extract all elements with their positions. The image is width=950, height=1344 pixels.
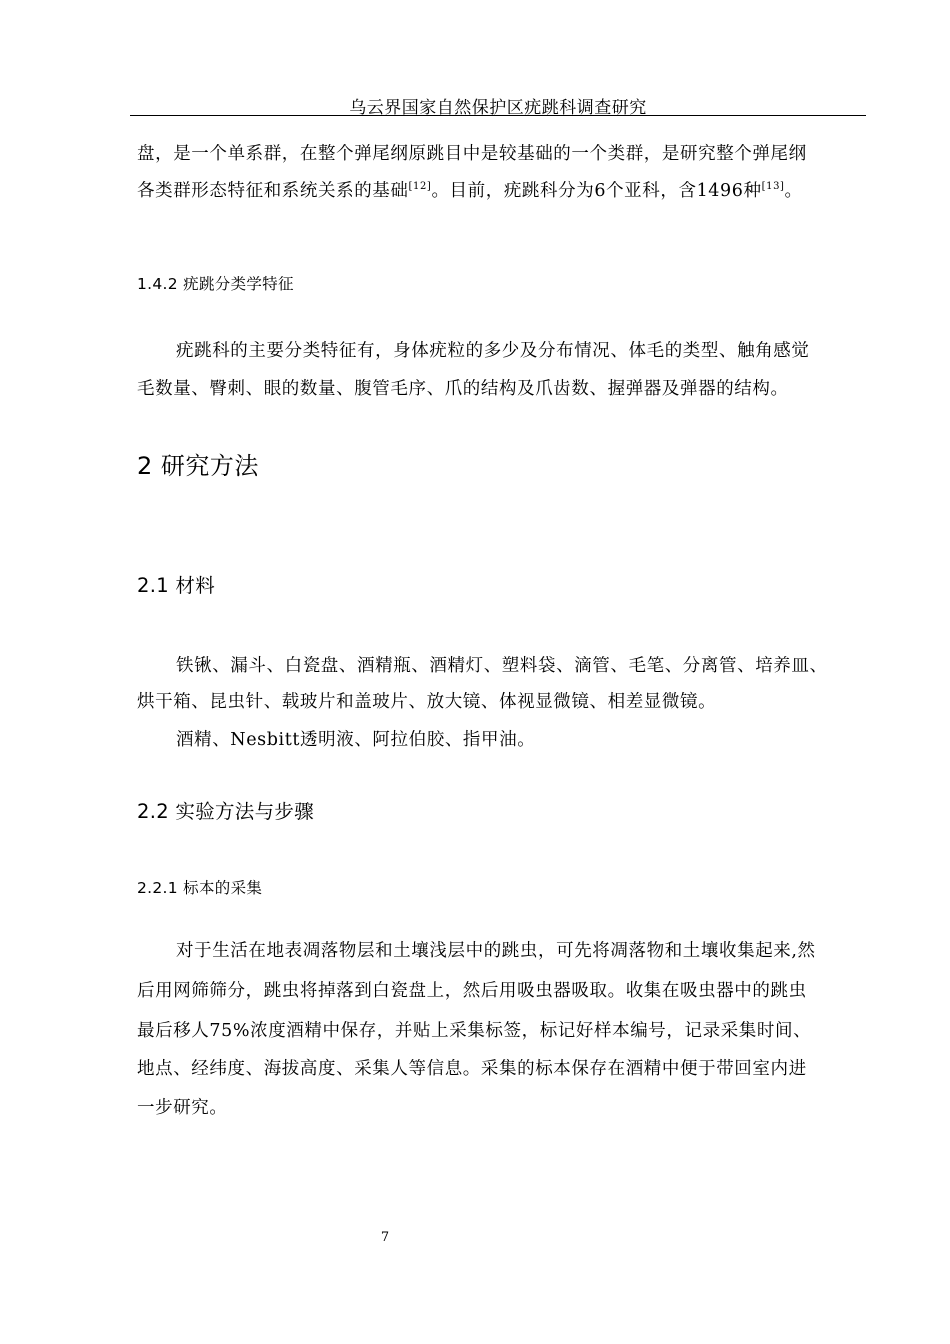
heading-2: 2 研究方法 (137, 452, 259, 480)
para-2-1-line-2: 烘干箱、昆虫针、载玻片和盖玻片、放大镜、体视显微镜、相差显微镜。 (137, 692, 717, 712)
running-header-title: 乌云界国家自然保护区疣跳科调查研究 (349, 98, 647, 118)
para-1-4-2-line-1: 疣跳科的主要分类特征有，身体疣粒的多少及分布情况、体毛的类型、触角感觉 (176, 341, 810, 361)
citation-12: [12] (408, 181, 432, 192)
intro-line-2 (137, 177, 803, 202)
heading-1-4-2: 1.4.2 疣跳分类学特征 (137, 275, 294, 293)
para-2-1-line-3: 酒精、Nesbitt透明液、阿拉伯胶、指甲油。 (176, 730, 536, 750)
para-2-2-1-line-5: 一步研究。 (137, 1098, 228, 1118)
intro-line-1: 盘，是一个单系群，在整个弹尾纲原跳目中是较基础的一个类群，是研究整个弹尾纲 (137, 144, 807, 164)
header-rule (130, 115, 866, 116)
para-2-2-1-line-4: 地点、经纬度、海拔高度、采集人等信息。采集的标本保存在酒精中便于带回室内进 (137, 1059, 807, 1079)
para-2-2-1-line-2: 后用网筛筛分，跳虫将掉落到白瓷盘上，然后用吸虫器吸取。收集在吸虫器中的跳虫 (137, 981, 807, 1001)
para-2-2-1-line-3: 最后移人75%浓度酒精中保存，并贴上采集标签，标记好样本编号，记录采集时间、 (137, 1021, 812, 1041)
heading-2-2-1: 2.2.1 标本的采集 (137, 879, 263, 897)
heading-2-1: 2.1 材料 (137, 574, 216, 597)
para-1-4-2-line-2: 毛数量、臀刺、眼的数量、腹管毛序、爪的结构及爪齿数、握弹器及弹器的结构。 (137, 379, 789, 399)
para-2-2-1-line-1: 对于生活在地表凋落物层和土壤浅层中的跳虫，可先将凋落物和土壤收集起来,然 (176, 941, 816, 961)
page-number: 7 (380, 1230, 390, 1245)
para-2-1-line-1: 铁锹、漏斗、白瓷盘、酒精瓶、酒精灯、塑料袋、滴管、毛笔、分离管、培养皿、 (176, 656, 828, 676)
intro-line-2-text-a: 各类群形态特征和系统关系的基础 (137, 181, 409, 201)
intro-line-2-text-c: 。 (784, 181, 803, 201)
heading-2-2: 2.2 实验方法与步骤 (137, 800, 315, 823)
intro-line-2-text-b: 。目前，疣跳科分为6个亚科，含1496种 (431, 181, 762, 201)
citation-13: [13] (761, 181, 785, 192)
